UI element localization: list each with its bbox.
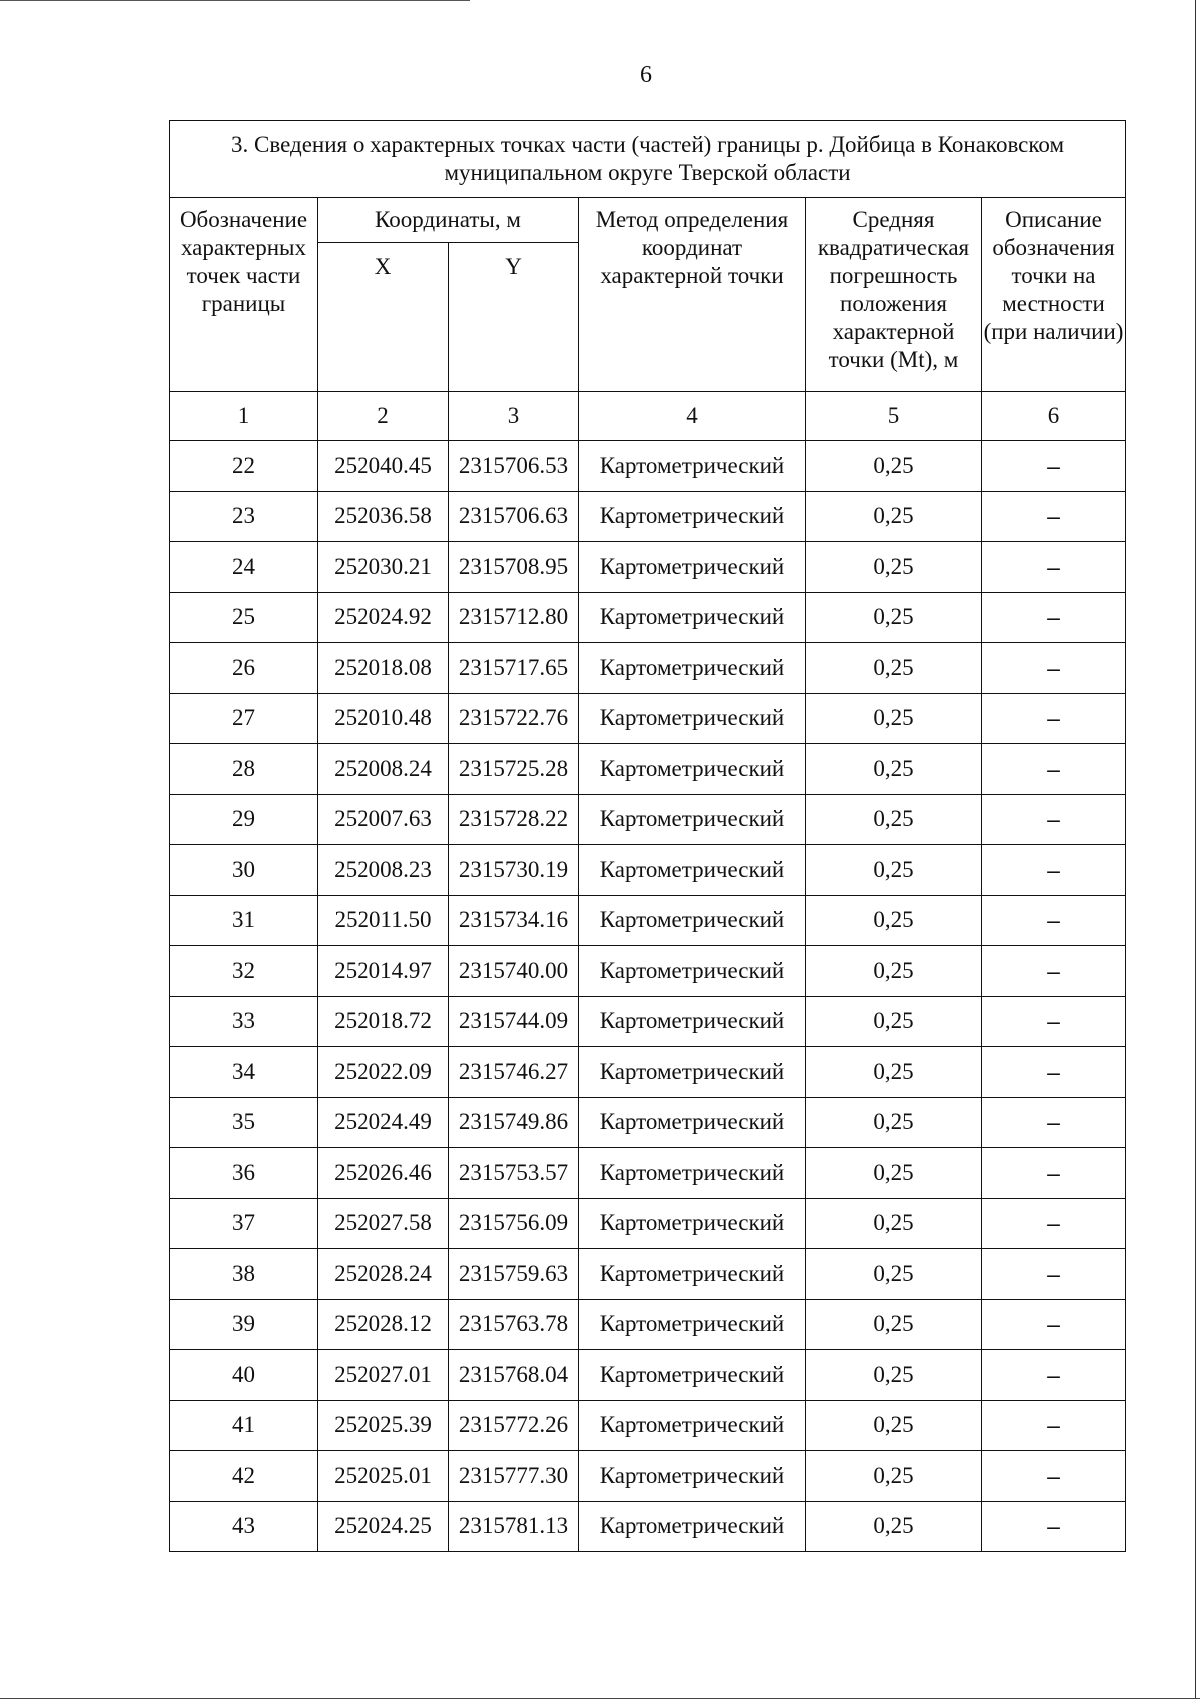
- point-id-cell: 37: [170, 1198, 318, 1249]
- description-cell: –: [982, 441, 1126, 492]
- error-cell: 0,25: [806, 794, 982, 845]
- method-cell: Картометрический: [579, 1198, 806, 1249]
- error-cell: 0,25: [806, 845, 982, 896]
- column-number: 2: [318, 392, 449, 441]
- method-cell: Картометрический: [579, 592, 806, 643]
- header-designation: Обозначение характерных точек части границы: [170, 198, 318, 392]
- method-cell: Картометрический: [579, 996, 806, 1047]
- y-coordinate-cell: 2315768.04: [449, 1350, 579, 1401]
- y-coordinate-cell: 2315717.65: [449, 643, 579, 694]
- table-row: [170, 1400, 1126, 1451]
- header-method: Метод определения координат характерной точки: [579, 198, 806, 392]
- description-cell: –: [982, 1400, 1126, 1451]
- table-row: [170, 1198, 1126, 1249]
- method-cell: Картометрический: [579, 643, 806, 694]
- point-id-cell: 24: [170, 542, 318, 593]
- table-row: [170, 1451, 1126, 1502]
- description-cell: –: [982, 592, 1126, 643]
- x-coordinate-cell: 252008.23: [318, 845, 449, 896]
- x-coordinate-cell: 252018.72: [318, 996, 449, 1047]
- table-row: [170, 1501, 1126, 1552]
- description-cell: –: [982, 491, 1126, 542]
- method-cell: Картометрический: [579, 1249, 806, 1300]
- header-error: Средняя квадратическая погрешность положения характерной точки (Mt), м: [806, 198, 982, 392]
- x-coordinate-cell: 252022.09: [318, 1047, 449, 1098]
- point-id-cell: 27: [170, 693, 318, 744]
- x-coordinate-cell: 252018.08: [318, 643, 449, 694]
- column-number: 5: [806, 392, 982, 441]
- point-id-cell: 41: [170, 1400, 318, 1451]
- table-row: [170, 1097, 1126, 1148]
- y-coordinate-cell: 2315746.27: [449, 1047, 579, 1098]
- table-row: [170, 1148, 1126, 1199]
- table-row: [170, 693, 1126, 744]
- x-coordinate-cell: 252024.49: [318, 1097, 449, 1148]
- description-cell: –: [982, 1451, 1126, 1502]
- table-row: [170, 1350, 1126, 1401]
- description-cell: –: [982, 794, 1126, 845]
- error-cell: 0,25: [806, 643, 982, 694]
- point-id-cell: 29: [170, 794, 318, 845]
- error-cell: 0,25: [806, 542, 982, 593]
- table-row: [170, 794, 1126, 845]
- y-coordinate-cell: 2315734.16: [449, 895, 579, 946]
- table-title: 3. Сведения о характерных точках части (частей) границы р. Дойбица в Конаковском муниципальном округе Тверской области: [170, 121, 1126, 198]
- method-cell: Картометрический: [579, 845, 806, 896]
- error-cell: 0,25: [806, 1249, 982, 1300]
- y-coordinate-cell: 2315777.30: [449, 1451, 579, 1502]
- method-cell: Картометрический: [579, 794, 806, 845]
- method-cell: Картометрический: [579, 1148, 806, 1199]
- point-id-cell: 26: [170, 643, 318, 694]
- description-cell: –: [982, 1350, 1126, 1401]
- header-row: [170, 198, 1126, 243]
- y-coordinate-cell: 2315725.28: [449, 744, 579, 795]
- header-y: Y: [449, 243, 579, 392]
- description-cell: –: [982, 1148, 1126, 1199]
- characteristic-points-table: [169, 120, 1126, 1552]
- description-cell: –: [982, 693, 1126, 744]
- y-coordinate-cell: 2315706.53: [449, 441, 579, 492]
- x-coordinate-cell: 252007.63: [318, 794, 449, 845]
- method-cell: Картометрический: [579, 1501, 806, 1552]
- column-number: 4: [579, 392, 806, 441]
- y-coordinate-cell: 2315728.22: [449, 794, 579, 845]
- method-cell: Картометрический: [579, 1350, 806, 1401]
- error-cell: 0,25: [806, 1501, 982, 1552]
- point-id-cell: 35: [170, 1097, 318, 1148]
- table-row: [170, 643, 1126, 694]
- method-cell: Картометрический: [579, 693, 806, 744]
- x-coordinate-cell: 252008.24: [318, 744, 449, 795]
- point-id-cell: 28: [170, 744, 318, 795]
- method-cell: Картометрический: [579, 895, 806, 946]
- y-coordinate-cell: 2315781.13: [449, 1501, 579, 1552]
- table-row: [170, 1299, 1126, 1350]
- method-cell: Картометрический: [579, 744, 806, 795]
- error-cell: 0,25: [806, 592, 982, 643]
- column-number: 6: [982, 392, 1126, 441]
- description-cell: –: [982, 542, 1126, 593]
- point-id-cell: 36: [170, 1148, 318, 1199]
- page-number: 6: [640, 62, 652, 88]
- description-cell: –: [982, 1097, 1126, 1148]
- y-coordinate-cell: 2315749.86: [449, 1097, 579, 1148]
- x-coordinate-cell: 252010.48: [318, 693, 449, 744]
- x-coordinate-cell: 252024.25: [318, 1501, 449, 1552]
- method-cell: Картометрический: [579, 1451, 806, 1502]
- method-cell: Картометрический: [579, 441, 806, 492]
- y-coordinate-cell: 2315744.09: [449, 996, 579, 1047]
- table-row: [170, 996, 1126, 1047]
- y-coordinate-cell: 2315753.57: [449, 1148, 579, 1199]
- error-cell: 0,25: [806, 1299, 982, 1350]
- point-id-cell: 23: [170, 491, 318, 542]
- column-number: 1: [170, 392, 318, 441]
- point-id-cell: 31: [170, 895, 318, 946]
- point-id-cell: 25: [170, 592, 318, 643]
- method-cell: Картометрический: [579, 946, 806, 997]
- x-coordinate-cell: 252014.97: [318, 946, 449, 997]
- x-coordinate-cell: 252025.39: [318, 1400, 449, 1451]
- x-coordinate-cell: 252040.45: [318, 441, 449, 492]
- x-coordinate-cell: 252027.01: [318, 1350, 449, 1401]
- point-id-cell: 33: [170, 996, 318, 1047]
- table-body: [170, 441, 1126, 1552]
- description-cell: –: [982, 895, 1126, 946]
- description-cell: –: [982, 1249, 1126, 1300]
- method-cell: Картометрический: [579, 1047, 806, 1098]
- point-id-cell: 40: [170, 1350, 318, 1401]
- method-cell: Картометрический: [579, 542, 806, 593]
- x-coordinate-cell: 252028.12: [318, 1299, 449, 1350]
- table-row: [170, 1047, 1126, 1098]
- error-cell: 0,25: [806, 1198, 982, 1249]
- column-number-row: [170, 392, 1126, 441]
- table-row: [170, 441, 1126, 492]
- error-cell: 0,25: [806, 441, 982, 492]
- point-id-cell: 43: [170, 1501, 318, 1552]
- x-coordinate-cell: 252027.58: [318, 1198, 449, 1249]
- error-cell: 0,25: [806, 1451, 982, 1502]
- error-cell: 0,25: [806, 744, 982, 795]
- x-coordinate-cell: 252028.24: [318, 1249, 449, 1300]
- y-coordinate-cell: 2315756.09: [449, 1198, 579, 1249]
- header-x: X: [318, 243, 449, 392]
- point-id-cell: 34: [170, 1047, 318, 1098]
- method-cell: Картометрический: [579, 1299, 806, 1350]
- point-id-cell: 30: [170, 845, 318, 896]
- table-row: [170, 845, 1126, 896]
- x-coordinate-cell: 252011.50: [318, 895, 449, 946]
- y-coordinate-cell: 2315722.76: [449, 693, 579, 744]
- description-cell: –: [982, 744, 1126, 795]
- error-cell: 0,25: [806, 1097, 982, 1148]
- point-id-cell: 42: [170, 1451, 318, 1502]
- description-cell: –: [982, 1047, 1126, 1098]
- error-cell: 0,25: [806, 1400, 982, 1451]
- x-coordinate-cell: 252036.58: [318, 491, 449, 542]
- y-coordinate-cell: 2315763.78: [449, 1299, 579, 1350]
- description-cell: –: [982, 643, 1126, 694]
- table-row: [170, 946, 1126, 997]
- error-cell: 0,25: [806, 1350, 982, 1401]
- y-coordinate-cell: 2315740.00: [449, 946, 579, 997]
- x-coordinate-cell: 252024.92: [318, 592, 449, 643]
- table-row: [170, 1249, 1126, 1300]
- y-coordinate-cell: 2315759.63: [449, 1249, 579, 1300]
- x-coordinate-cell: 252026.46: [318, 1148, 449, 1199]
- header-coordinates: Координаты, м: [318, 198, 579, 243]
- y-coordinate-cell: 2315708.95: [449, 542, 579, 593]
- point-id-cell: 32: [170, 946, 318, 997]
- error-cell: 0,25: [806, 895, 982, 946]
- x-coordinate-cell: 252030.21: [318, 542, 449, 593]
- description-cell: –: [982, 1299, 1126, 1350]
- point-id-cell: 22: [170, 441, 318, 492]
- y-coordinate-cell: 2315730.19: [449, 845, 579, 896]
- y-coordinate-cell: 2315772.26: [449, 1400, 579, 1451]
- table-row: [170, 592, 1126, 643]
- description-cell: –: [982, 996, 1126, 1047]
- scan-edge-top: [0, 0, 470, 1]
- column-number: 3: [449, 392, 579, 441]
- description-cell: –: [982, 1501, 1126, 1552]
- table-row: [170, 744, 1126, 795]
- scan-edge-right: [1195, 0, 1196, 1699]
- point-id-cell: 39: [170, 1299, 318, 1350]
- description-cell: –: [982, 845, 1126, 896]
- error-cell: 0,25: [806, 1047, 982, 1098]
- error-cell: 0,25: [806, 946, 982, 997]
- description-cell: –: [982, 1198, 1126, 1249]
- point-id-cell: 38: [170, 1249, 318, 1300]
- method-cell: Картометрический: [579, 1097, 806, 1148]
- table-row: [170, 542, 1126, 593]
- method-cell: Картометрический: [579, 491, 806, 542]
- error-cell: 0,25: [806, 1148, 982, 1199]
- y-coordinate-cell: 2315712.80: [449, 592, 579, 643]
- header-description: Описание обозначения точки на местности (при наличии): [982, 198, 1126, 392]
- table-row: [170, 895, 1126, 946]
- y-coordinate-cell: 2315706.63: [449, 491, 579, 542]
- table-row: [170, 491, 1126, 542]
- table-title-row: [170, 121, 1126, 198]
- error-cell: 0,25: [806, 996, 982, 1047]
- description-cell: –: [982, 946, 1126, 997]
- error-cell: 0,25: [806, 693, 982, 744]
- error-cell: 0,25: [806, 491, 982, 542]
- x-coordinate-cell: 252025.01: [318, 1451, 449, 1502]
- method-cell: Картометрический: [579, 1400, 806, 1451]
